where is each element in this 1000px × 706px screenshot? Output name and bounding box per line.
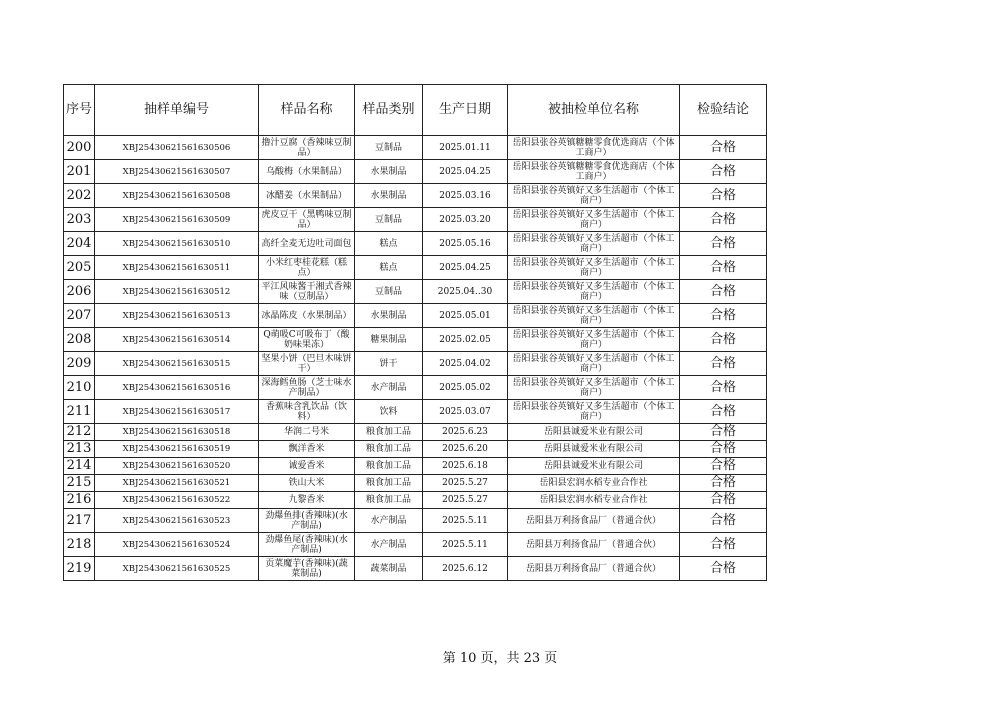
cell-code: XBJ25430621561630525 (95, 557, 259, 581)
table-row (64, 256, 767, 280)
cell-name: 虎皮豆干（黑鸭味豆制品） (259, 208, 355, 232)
cell-code: XBJ25430621561630508 (95, 184, 259, 208)
table-row (64, 492, 767, 509)
cell-seq: 210 (64, 376, 95, 400)
table-row (64, 160, 767, 184)
cell-name: 劲爆鱼尾(香辣味)(水产制品) (259, 533, 355, 557)
table-row (64, 458, 767, 475)
cell-date: 2025.6.18 (423, 458, 508, 475)
cell-category: 豆制品 (355, 280, 423, 304)
table-row (64, 184, 767, 208)
cell-result: 合格 (680, 184, 767, 208)
cell-date: 2025.6.20 (423, 441, 508, 458)
cell-date: 2025.05.01 (423, 304, 508, 328)
cell-category: 蔬菜制品 (355, 557, 423, 581)
cell-seq: 218 (64, 533, 95, 557)
inspection-results-table (63, 84, 767, 581)
cell-code: XBJ25430621561630524 (95, 533, 259, 557)
cell-category: 水产制品 (355, 376, 423, 400)
cell-seq: 213 (64, 441, 95, 458)
cell-code: XBJ25430621561630510 (95, 232, 259, 256)
cell-category: 饼干 (355, 352, 423, 376)
cell-seq: 217 (64, 509, 95, 533)
table-row (64, 424, 767, 441)
table-body (64, 136, 767, 581)
table-row (64, 376, 767, 400)
table-row (64, 304, 767, 328)
cell-code: XBJ25430621561630517 (95, 400, 259, 424)
cell-seq: 205 (64, 256, 95, 280)
table-row (64, 352, 767, 376)
header-result: 检验结论 (680, 85, 767, 136)
header-seq: 序号 (64, 85, 95, 136)
cell-seq: 208 (64, 328, 95, 352)
cell-category: 豆制品 (355, 208, 423, 232)
cell-name: 飘洋香米 (259, 441, 355, 458)
cell-code: XBJ25430621561630516 (95, 376, 259, 400)
table-row (64, 400, 767, 424)
cell-name: 冰醋姜（水果制品） (259, 184, 355, 208)
cell-name: Q萌吸C可吸布丁（酸奶味果冻） (259, 328, 355, 352)
cell-code: XBJ25430621561630522 (95, 492, 259, 509)
cell-unit: 岳阳县万利扬食品厂（普通合伙） (508, 533, 680, 557)
cell-code: XBJ25430621561630509 (95, 208, 259, 232)
cell-seq: 206 (64, 280, 95, 304)
cell-result: 合格 (680, 352, 767, 376)
table-row (64, 557, 767, 581)
cell-category: 粮食加工品 (355, 475, 423, 492)
header-date: 生产日期 (423, 85, 508, 136)
table-row (64, 533, 767, 557)
cell-result: 合格 (680, 509, 767, 533)
cell-date: 2025.03.16 (423, 184, 508, 208)
cell-seq: 219 (64, 557, 95, 581)
cell-result: 合格 (680, 256, 767, 280)
cell-unit: 岳阳县诚爱米业有限公司 (508, 424, 680, 441)
header-name: 样品名称 (259, 85, 355, 136)
cell-category: 水果制品 (355, 304, 423, 328)
cell-date: 2025.04.25 (423, 160, 508, 184)
cell-name: 香蕉味含乳饮品（饮料） (259, 400, 355, 424)
cell-category: 水产制品 (355, 509, 423, 533)
cell-code: XBJ25430621561630507 (95, 160, 259, 184)
cell-name: 九黎香米 (259, 492, 355, 509)
cell-unit: 岳阳县张谷英镇好又多生活超市（个体工商户） (508, 352, 680, 376)
header-code: 抽样单编号 (95, 85, 259, 136)
cell-result: 合格 (680, 304, 767, 328)
table-row (64, 232, 767, 256)
table-row (64, 328, 767, 352)
cell-name: 贡菜魔芋(香辣味)(蔬菜制品) (259, 557, 355, 581)
cell-code: XBJ25430621561630514 (95, 328, 259, 352)
cell-result: 合格 (680, 557, 767, 581)
cell-unit: 岳阳县张谷英镇好又多生活超市（个体工商户） (508, 232, 680, 256)
cell-result: 合格 (680, 475, 767, 492)
cell-seq: 203 (64, 208, 95, 232)
cell-date: 2025.02.05 (423, 328, 508, 352)
cell-unit: 岳阳县张谷英镇好又多生活超市（个体工商户） (508, 208, 680, 232)
cell-date: 2025.05.02 (423, 376, 508, 400)
table-header (64, 85, 767, 136)
cell-date: 2025.04.25 (423, 256, 508, 280)
cell-name: 诚爱香米 (259, 458, 355, 475)
cell-name: 平江风味酱干湘式香辣味（豆制品） (259, 280, 355, 304)
cell-name: 高纤全麦无边吐司面包 (259, 232, 355, 256)
cell-unit: 岳阳县张谷英镇好又多生活超市（个体工商户） (508, 184, 680, 208)
cell-name: 撸汁豆腐（香辣味豆制品） (259, 136, 355, 160)
cell-result: 合格 (680, 328, 767, 352)
cell-unit: 岳阳县张谷英镇好又多生活超市（个体工商户） (508, 400, 680, 424)
cell-code: XBJ25430621561630512 (95, 280, 259, 304)
cell-date: 2025.03.20 (423, 208, 508, 232)
cell-code: XBJ25430621561630511 (95, 256, 259, 280)
cell-category: 豆制品 (355, 136, 423, 160)
cell-seq: 200 (64, 136, 95, 160)
cell-code: XBJ25430621561630521 (95, 475, 259, 492)
cell-result: 合格 (680, 400, 767, 424)
cell-date: 2025.6.12 (423, 557, 508, 581)
header-category: 样品类别 (355, 85, 423, 136)
cell-unit: 岳阳县张谷英镇好又多生活超市（个体工商户） (508, 256, 680, 280)
cell-category: 水果制品 (355, 184, 423, 208)
cell-category: 粮食加工品 (355, 492, 423, 509)
cell-seq: 209 (64, 352, 95, 376)
cell-name: 小米红枣桂花糕（糕点） (259, 256, 355, 280)
cell-unit: 岳阳县张谷英镇好又多生活超市（个体工商户） (508, 376, 680, 400)
cell-result: 合格 (680, 232, 767, 256)
cell-date: 2025.04..30 (423, 280, 508, 304)
cell-unit: 岳阳县诚爱米业有限公司 (508, 458, 680, 475)
cell-date: 2025.05.16 (423, 232, 508, 256)
cell-date: 2025.04.02 (423, 352, 508, 376)
cell-seq: 214 (64, 458, 95, 475)
cell-date: 2025.5.27 (423, 475, 508, 492)
cell-result: 合格 (680, 136, 767, 160)
cell-category: 糖果制品 (355, 328, 423, 352)
cell-code: XBJ25430621561630518 (95, 424, 259, 441)
cell-code: XBJ25430621561630523 (95, 509, 259, 533)
cell-name: 深海鳕鱼肠（芝士味水产制品） (259, 376, 355, 400)
cell-date: 2025.5.27 (423, 492, 508, 509)
header-row (64, 85, 767, 136)
cell-name: 冰晶陈皮（水果制品） (259, 304, 355, 328)
table-row (64, 280, 767, 304)
page-number: 第 10 页，共 23 页 (442, 651, 558, 666)
cell-result: 合格 (680, 376, 767, 400)
cell-unit: 岳阳县张谷英镇糖糖零食优选商店（个体工商户） (508, 136, 680, 160)
cell-seq: 204 (64, 232, 95, 256)
cell-category: 糕点 (355, 232, 423, 256)
cell-result: 合格 (680, 280, 767, 304)
cell-unit: 岳阳县张谷英镇好又多生活超市（个体工商户） (508, 280, 680, 304)
cell-name: 铁山大米 (259, 475, 355, 492)
cell-name: 乌酸梅（水果制品） (259, 160, 355, 184)
cell-result: 合格 (680, 458, 767, 475)
cell-code: XBJ25430621561630506 (95, 136, 259, 160)
cell-result: 合格 (680, 160, 767, 184)
cell-result: 合格 (680, 424, 767, 441)
cell-name: 坚果小饼（巴旦木味饼干） (259, 352, 355, 376)
cell-date: 2025.5.11 (423, 509, 508, 533)
table-row (64, 509, 767, 533)
cell-unit: 岳阳县宏润水稻专业合作社 (508, 475, 680, 492)
cell-unit: 岳阳县张谷英镇好又多生活超市（个体工商户） (508, 304, 680, 328)
cell-category: 水产制品 (355, 533, 423, 557)
cell-unit: 岳阳县万利扬食品厂（普通合伙） (508, 509, 680, 533)
cell-result: 合格 (680, 208, 767, 232)
table-row (64, 441, 767, 458)
cell-unit: 岳阳县万利扬食品厂（普通合伙） (508, 557, 680, 581)
cell-code: XBJ25430621561630519 (95, 441, 259, 458)
cell-code: XBJ25430621561630520 (95, 458, 259, 475)
cell-category: 粮食加工品 (355, 424, 423, 441)
cell-unit: 岳阳县宏润水稻专业合作社 (508, 492, 680, 509)
cell-date: 2025.6.23 (423, 424, 508, 441)
cell-result: 合格 (680, 533, 767, 557)
cell-date: 2025.5.11 (423, 533, 508, 557)
cell-code: XBJ25430621561630513 (95, 304, 259, 328)
table-row (64, 136, 767, 160)
cell-category: 水果制品 (355, 160, 423, 184)
cell-seq: 212 (64, 424, 95, 441)
cell-category: 糕点 (355, 256, 423, 280)
table-row (64, 475, 767, 492)
cell-name: 华润二号米 (259, 424, 355, 441)
cell-seq: 202 (64, 184, 95, 208)
cell-code: XBJ25430621561630515 (95, 352, 259, 376)
cell-result: 合格 (680, 492, 767, 509)
cell-date: 2025.01.11 (423, 136, 508, 160)
cell-seq: 216 (64, 492, 95, 509)
cell-category: 粮食加工品 (355, 458, 423, 475)
cell-unit: 岳阳县张谷英镇好又多生活超市（个体工商户） (508, 328, 680, 352)
table-row (64, 208, 767, 232)
cell-date: 2025.03.07 (423, 400, 508, 424)
cell-category: 粮食加工品 (355, 441, 423, 458)
header-unit: 被抽检单位名称 (508, 85, 680, 136)
cell-result: 合格 (680, 441, 767, 458)
cell-seq: 201 (64, 160, 95, 184)
cell-name: 劲爆鱼排(香辣味)(水产制品) (259, 509, 355, 533)
cell-unit: 岳阳县诚爱米业有限公司 (508, 441, 680, 458)
cell-category: 饮料 (355, 400, 423, 424)
cell-unit: 岳阳县张谷英镇糖糖零食优选商店（个体工商户） (508, 160, 680, 184)
cell-seq: 211 (64, 400, 95, 424)
cell-seq: 215 (64, 475, 95, 492)
cell-seq: 207 (64, 304, 95, 328)
